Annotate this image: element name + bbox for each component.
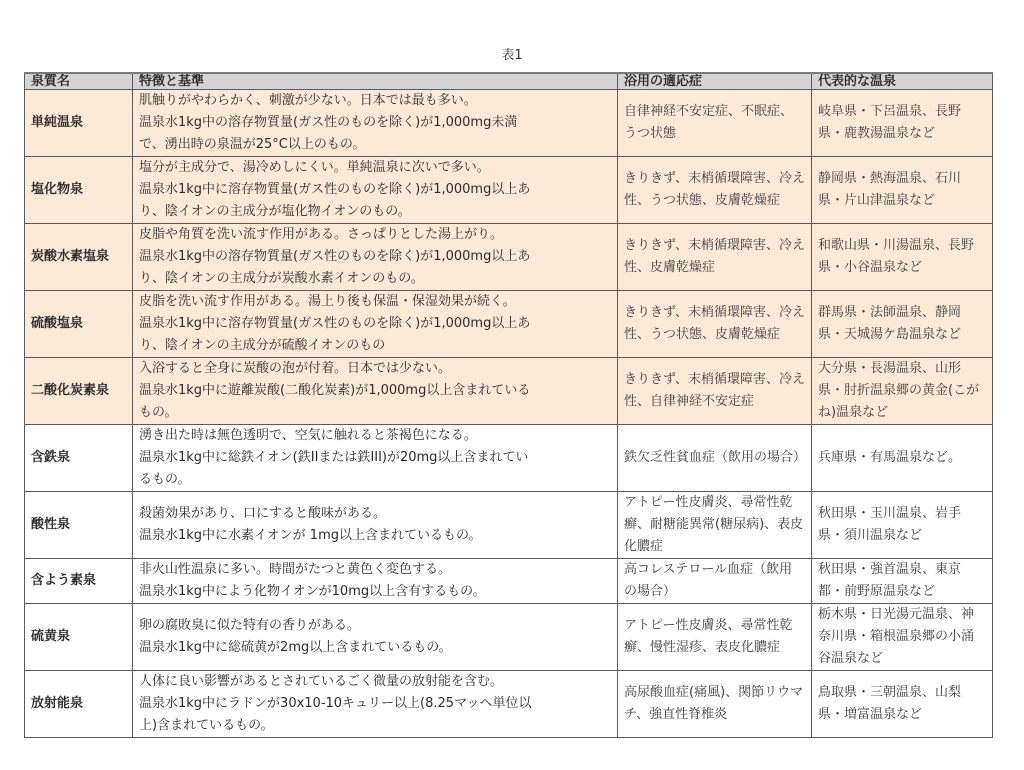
spring-indications: 自律神経不安定症、不眠症、うつ状態 <box>618 90 812 157</box>
spring-type-name: 放射能泉 <box>25 671 133 738</box>
description-line: 温泉水1kg中に溶存物質量(ガス性のものを除く)が1,000mg以上あ <box>139 316 531 331</box>
header-spring-type: 泉質名 <box>25 73 133 90</box>
description-line: るもの。 <box>139 472 191 487</box>
description-line: で、湧出時の泉温が25°C以上のもの。 <box>139 137 366 152</box>
description-line: 温泉水1kg中に水素イオンが 1mg以上含まれているもの。 <box>139 528 482 543</box>
spring-description <box>133 157 618 224</box>
spring-type-name: 酸性泉 <box>25 492 133 559</box>
description-line: 塩分が主成分で、湯冷めしにくい。単純温泉に次いで多い。 <box>139 160 490 175</box>
spring-description <box>133 90 618 157</box>
header-indications: 浴用の適応症 <box>618 73 812 90</box>
description-line: 温泉水1kg中に遊離炭酸(二酸化炭素)が1,000mg以上含まれている <box>139 383 531 398</box>
table-row <box>25 492 993 559</box>
spring-description <box>133 604 618 671</box>
description-line: 皮脂や角質を洗い流す作用がある。さっぱりとした湯上がり。 <box>139 227 504 242</box>
description-line: 温泉水1kg中の溶存物質量(ガス性のものを除く)が1,000mg以上あ <box>139 249 531 264</box>
spring-description <box>133 291 618 358</box>
table-row <box>25 90 993 157</box>
spring-examples: 岐阜県・下呂温泉、長野県・鹿教湯温泉など <box>812 90 993 157</box>
spring-description <box>133 559 618 604</box>
spring-description <box>133 425 618 492</box>
description-line: 肌触りがやわらかく、刺激が少ない。日本では最も多い。 <box>139 93 477 108</box>
spring-indications: きりきず、末梢循環障害、冷え性、皮膚乾燥症 <box>618 224 812 291</box>
spring-type-name: 二酸化炭素泉 <box>25 358 133 425</box>
spring-indications: 鉄欠乏性貧血症（飲用の場合） <box>618 425 812 492</box>
spring-indications: きりきず、末梢循環障害、冷え性、うつ状態、皮膚乾燥症 <box>618 157 812 224</box>
spring-examples: 栃木県・日光湯元温泉、神奈川県・箱根温泉郷の小涌谷温泉など <box>812 604 993 671</box>
spring-examples: 秋田県・強首温泉、東京都・前野原温泉など <box>812 559 993 604</box>
hot-spring-table <box>24 72 993 738</box>
description-line: 温泉水1kg中に総硫黄が2mg以上含まれているもの。 <box>139 640 452 655</box>
spring-description <box>133 671 618 738</box>
table-row <box>25 604 993 671</box>
description-line: 入浴すると全身に炭酸の泡が付着。日本では少ない。 <box>139 361 452 376</box>
description-line: もの。 <box>139 405 178 420</box>
description-line: 温泉水1kg中に溶存物質量(ガス性のものを除く)が1,000mg以上あ <box>139 182 531 197</box>
spring-type-name: 含鉄泉 <box>25 425 133 492</box>
spring-examples: 和歌山県・川湯温泉、長野県・小谷温泉など <box>812 224 993 291</box>
description-line: 温泉水1kg中の溶存物質量(ガス性のものを除く)が1,000mg未満 <box>139 115 518 130</box>
description-line: 非火山性温泉に多い。時間がたつと黄色く変色する。 <box>139 562 452 577</box>
spring-description <box>133 358 618 425</box>
spring-examples: 鳥取県・三朝温泉、山梨県・増富温泉など <box>812 671 993 738</box>
description-line: 殺菌効果があり、口にすると酸味がある。 <box>139 506 387 521</box>
table-row <box>25 559 993 604</box>
spring-indications: 高コレステロール血症（飲用の場合） <box>618 559 812 604</box>
description-line: り、陰イオンの主成分が塩化物イオンのもの。 <box>139 204 411 219</box>
spring-examples: 群馬県・法師温泉、静岡県・天城湯ケ島温泉など <box>812 291 993 358</box>
spring-indications: アトピー性皮膚炎、尋常性乾癬、耐糖能異常(糖尿病)、表皮化膿症 <box>618 492 812 559</box>
spring-type-name: 単純温泉 <box>25 90 133 157</box>
spring-type-name: 硫黄泉 <box>25 604 133 671</box>
spring-indications: アトピー性皮膚炎、尋常性乾癬、慢性湿疹、表皮化膿症 <box>618 604 812 671</box>
header-features: 特徴と基準 <box>133 73 618 90</box>
description-line: り、陰イオンの主成分が炭酸水素イオンのもの。 <box>139 271 424 286</box>
description-line: 湧き出た時は無色透明で、空気に触れると茶褐色になる。 <box>139 428 477 443</box>
spring-examples: 兵庫県・有馬温泉など。 <box>812 425 993 492</box>
table-row <box>25 671 993 738</box>
header-examples: 代表的な温泉 <box>812 73 993 90</box>
spring-indications: きりきず、末梢循環障害、冷え性、自律神経不安定症 <box>618 358 812 425</box>
description-line: 上)含まれているもの。 <box>139 718 274 733</box>
spring-type-name: 塩化物泉 <box>25 157 133 224</box>
table-row <box>25 425 993 492</box>
spring-type-name: 含よう素泉 <box>25 559 133 604</box>
description-line: 温泉水1kg中にラドンが30x10-10キュリー以上(8.25マッヘ単位以 <box>139 696 532 711</box>
table-row <box>25 358 993 425</box>
description-line: 温泉水1kg中に総鉄イオン(鉄IIまたは鉄III)が20mg以上含まれてい <box>139 450 529 465</box>
spring-description <box>133 224 618 291</box>
spring-type-name: 炭酸水素塩泉 <box>25 224 133 291</box>
table-row <box>25 291 993 358</box>
spring-examples: 大分県・長湯温泉、山形県・肘折温泉郷の黄金(こがね)温泉など <box>812 358 993 425</box>
description-line: り、陰イオンの主成分が硫酸イオンのもの <box>139 338 386 353</box>
spring-indications: 高尿酸血症(痛風)、関節リウマチ、強直性脊椎炎 <box>618 671 812 738</box>
table-row <box>25 224 993 291</box>
description-line: 人体に良い影響があるとされているごく微量の放射能を含む。 <box>139 674 504 689</box>
description-line: 卵の腐敗臭に似た特有の香りがある。 <box>139 618 361 633</box>
spring-description <box>133 492 618 559</box>
spring-examples: 静岡県・熱海温泉、石川県・片山津温泉など <box>812 157 993 224</box>
description-line: 皮脂を洗い流す作用がある。湯上り後も保温・保湿効果が続く。 <box>139 294 516 309</box>
table-header-row <box>25 73 993 90</box>
table-row <box>25 157 993 224</box>
table-caption: 表1 <box>501 48 523 63</box>
spring-examples: 秋田県・玉川温泉、岩手県・須川温泉など <box>812 492 993 559</box>
spring-indications: きりきず、末梢循環障害、冷え性、うつ状態、皮膚乾燥症 <box>618 291 812 358</box>
spring-type-name: 硫酸塩泉 <box>25 291 133 358</box>
description-line: 温泉水1kg中によう化物イオンが10mg以上含有するもの。 <box>139 584 486 599</box>
